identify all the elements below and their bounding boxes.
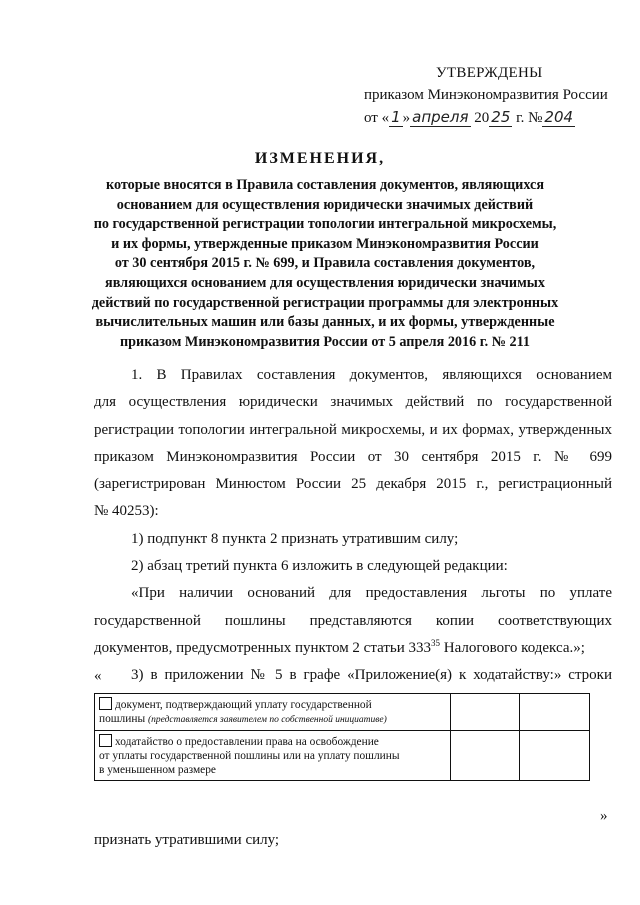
table-cell: [450, 731, 520, 781]
attachments-table: [94, 693, 590, 781]
approval-heading: УТВЕРЖДЕНЫ: [436, 65, 543, 81]
table-row: [95, 731, 590, 781]
quoted-text: «При наличии оснований для предоставления льготы по уплате государственной пошлины представляются копии соответствующих документов, предусмотренных пунктом 2 статьи $333^{35}$ Налогового кодекса.»;: [94, 585, 612, 656]
item-2: 2) абзац третий пункта 6 изложить в следующей редакции:: [131, 558, 508, 575]
table-cell: [520, 731, 590, 781]
open-quote: «: [94, 668, 102, 684]
handwritten-day: 1: [391, 108, 401, 126]
item-3: 3) в приложении № 5 в графе «Приложение(я) к ходатайству:» строки: [131, 667, 612, 684]
table-cell: [520, 694, 590, 731]
table-cell: [450, 694, 520, 731]
handwritten-month: апреля: [412, 108, 469, 126]
table-cell: документ, подтверждающий уплату государственной пошлины (представляется заявителем по собственной инициативе): [95, 694, 451, 731]
document-subtitle: которые вносятся в Правила составления документов, являющихся основанием для осуществления юридически значимых действий по государственной регистрации топологии интегральной микросхемы, и их формы, утвержденные приказом Минэкономразвития России от 30 сентября 2015 г. № 699, и Правила составления документов, являющихся основанием для осуществления юридически значимых действий по государственной регистрации программы для электронных вычислительных машин или базы данных, и их формы, утвержденные приказом Минэкономразвития России от 5 апреля 2016 г. № 211: [91, 177, 559, 350]
final-line: признать утратившими силу;: [94, 832, 280, 848]
approval-order-line: приказом Минэкономразвития России: [364, 87, 608, 103]
paragraph-1: 1. В Правилах составления документов, являющихся основанием для осуществления юридически значимых действий по государственной регистрации топологии интегральной микросхемы, и их формах, утвержденных приказом Минэкономразвития России от 30 сентября 2015 г. № 699 (зарегистрирован Минюстом России 25 декабря 2015 г., регистрационный № 40253):: [94, 367, 612, 520]
checkbox-icon: [99, 697, 112, 710]
close-quote: »: [600, 808, 608, 824]
handwritten-year: 25: [491, 108, 511, 126]
table-cell: ходатайство о предоставлении права на освобождение от уплаты государственной пошлины или на уплату пошлины в уменьшенном размере: [95, 731, 451, 781]
approval-date-line: от « 1 » апреля 20 25 г. № 204: [364, 108, 574, 126]
item-1: 1) подпункт 8 пункта 2 признать утратившим силу;: [131, 530, 459, 547]
document-title: ИЗМЕНЕНИЯ,: [254, 150, 386, 167]
handwritten-number: 204: [544, 108, 574, 126]
table-row: [95, 694, 590, 731]
document-body: [94, 362, 612, 690]
checkbox-icon: [99, 734, 112, 747]
